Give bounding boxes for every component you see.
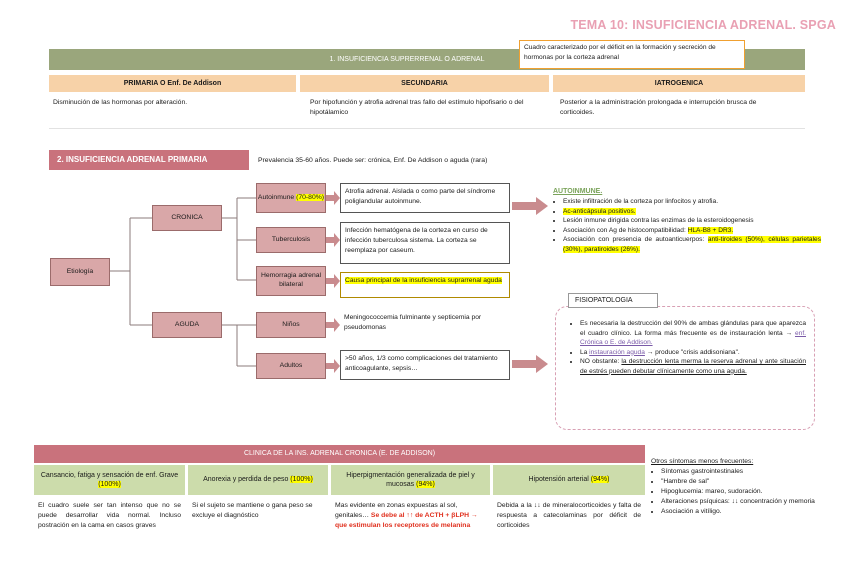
section1-note: Cuadro caracterizado por el déficit en la formación y secreción de hormonas por la corteza adrenal — [519, 40, 745, 69]
autoinmune-node — [256, 183, 326, 213]
secundaria-body: Por hipofunción y atrofia adrenal tras fallo del estímulo hipofisario o del hipotálamico — [310, 99, 524, 116]
iatrogenica-heading: IATROGENICA — [553, 75, 805, 92]
list-item — [580, 348, 806, 358]
clinica-col1-heading — [34, 465, 185, 495]
aguda-node: AGUDA — [152, 312, 222, 338]
item-text: Asociación con presencia de autoanticuerpos: — [563, 236, 708, 244]
list-item — [563, 207, 821, 217]
pct-badge: (100%) — [98, 481, 121, 488]
list-item: • Síntomas gastrointestinales — [661, 467, 841, 477]
fisiopatologia-label: FISIOPATOLOGIA — [568, 293, 658, 308]
primaria-body: Disminución de las hormonas por alteración. — [53, 99, 188, 106]
link-text: enf. Crónica o E. de Addison. — [580, 329, 806, 347]
adultos-node: Adultos — [256, 353, 326, 379]
list-item: • "Hambre de sal" — [661, 477, 841, 487]
autoinmune-title: AUTOINMUNE. — [553, 188, 603, 195]
item-text: La — [580, 348, 590, 356]
clinica-col1-body: El cuadro suele ser tan intenso que no se puede desarrollar vida normal. Incluso postración en la cama en casos graves — [38, 502, 181, 529]
list-item — [563, 235, 821, 254]
heading-text: Hipotensión arterial — [528, 476, 591, 484]
arrow-right-icon — [326, 233, 340, 247]
prevalence-text: Prevalencia 35-60 años. Puede ser: crónica, Enf. De Addison o aguda (rara) — [258, 157, 488, 164]
list-item — [563, 226, 821, 236]
arrow-right-icon — [326, 359, 340, 373]
adultos-desc: >50 años, 1/3 como complicaciones del tratamiento anticoagulante, sepsis… — [340, 350, 510, 380]
other-symptoms — [651, 457, 841, 517]
list-item: • Existe infiltración de la corteza por linfocitos y atrofia. — [563, 197, 821, 207]
hemorragia-desc-text: Causa principal de la insuficiencia suprarrenal aguda — [345, 277, 502, 284]
iatrogenica-body: Posterior a la administración prolongada e interrupción brusca de corticoides. — [560, 99, 757, 116]
arrow-right-icon — [512, 355, 548, 373]
item-text: Asociación con Ag de histocompatibilidad: — [563, 226, 688, 234]
tuberculosis-desc: Infección hematógena de la corteza en curso de infección tuberculosa sistema. La corteza se reemplaza por caseum. — [340, 222, 510, 264]
clinica-col4-body: Debida a la ↓↓ de mineralocorticoides y falta de respuesta a catecolaminas por déficit de corticoides — [497, 502, 641, 529]
autoinmune-pct: (70-80%) — [296, 193, 325, 201]
list-item: • Hipoglucemia: mareo, sudoración. — [661, 487, 841, 497]
section1-header: 1. INSUFICIENCIA SUPRERRENAL O ADRENAL — [49, 49, 805, 70]
list-item: • Asociación a vitíligo. — [661, 507, 841, 517]
fisiopatologia-box — [555, 306, 815, 430]
ninos-desc: Meningococcemia fulminante y septicemia por pseudomonas — [340, 310, 510, 340]
ninos-node: Niños — [256, 312, 326, 338]
arrow-right-icon — [326, 191, 340, 205]
tuberculosis-node: Tuberculosis — [256, 227, 326, 253]
hemorragia-node: Hemorragia adrenal bilateral — [256, 266, 326, 296]
link-text: instauración aguda — [589, 348, 645, 356]
clinica-col2-body: Si el sujeto se mantiene o gana peso se excluye el diagnóstico — [192, 502, 313, 519]
arrow-right-icon — [326, 274, 340, 288]
item-text: Es necesaria la destrucción del 90% de ambas glándulas para que aparezca el cuadro clínico. La forma más frecuente es de instauración lenta → — [580, 320, 806, 337]
page-title: TEMA 10: INSUFICIENCIA ADRENAL. SPGA — [570, 18, 836, 32]
section3-header: CLINICA DE LA INS. ADRENAL CRONICA (E. DE ADDISON) — [34, 445, 645, 463]
autoinmune-label: Autoinmune — [257, 193, 295, 201]
secundaria-heading: SECUNDARIA — [300, 75, 549, 92]
pct-badge: (94%) — [590, 476, 610, 484]
list-item: • Alteraciones psíquicas: ↓↓ concentración y memoria — [661, 497, 841, 507]
other-symptoms-title: Otros síntomas menos frecuentes: — [651, 458, 754, 465]
primaria-heading: PRIMARIA O Enf. De Addison — [49, 75, 296, 92]
heading-text: Anorexia y perdida de peso — [203, 476, 291, 484]
clinica-col3-body — [331, 498, 490, 534]
section2-header: 2. INSUFICIENCIA ADRENAL PRIMARIA — [49, 150, 249, 170]
hemorragia-desc — [340, 272, 510, 298]
heading-text: Hiperpigmentación generalizada de piel y mucosas — [346, 471, 475, 488]
red-text: Se debe al ↑↑ de ACTH + βLPH → que estimulan los receptores de melanina — [335, 511, 478, 529]
highlight-text: HLA-B8 + DR3. — [687, 226, 734, 234]
pct-badge: (94%) — [416, 481, 435, 488]
heading-text: Cansancio, fatiga y sensación de enf. Grave — [40, 471, 179, 479]
cronica-node: CRONICA — [152, 205, 222, 231]
highlight-text: Ac-anticápsula positivos. — [563, 207, 636, 215]
item-text: NO obstante: — [580, 358, 622, 366]
arrow-right-icon — [512, 197, 548, 215]
pct-badge: (100%) — [290, 476, 313, 484]
autoinmune-box — [553, 187, 821, 254]
etiologia-node: Etiología — [50, 258, 110, 286]
underlined-text: la destrucción lenta merma la reserva adrenal y ante situación de estrés pueden debutar clínicamente como una aguda. — [580, 358, 806, 375]
list-item — [580, 357, 806, 376]
list-item — [580, 319, 806, 348]
list-item: • Lesión inmune dirigida contra las enzimas de la esteroidogenesis — [563, 216, 821, 226]
clinica-col4-heading — [493, 465, 645, 495]
clinica-col2-heading — [188, 465, 328, 495]
arrow-right-icon — [326, 318, 340, 332]
body-text: Mas evidente en zonas expuestas al sol, genitales… — [335, 502, 458, 519]
item-text: → produce "crisis addisoniana". — [644, 348, 740, 356]
clinica-col3-heading — [331, 465, 490, 495]
autoinmune-desc: Atrofia adrenal. Aislada o como parte del síndrome poliglandular autoinmune. — [340, 183, 510, 213]
highlight-text: anti-tiroides (50%), células parietales (30%), paratiroides (26%). — [563, 236, 821, 253]
